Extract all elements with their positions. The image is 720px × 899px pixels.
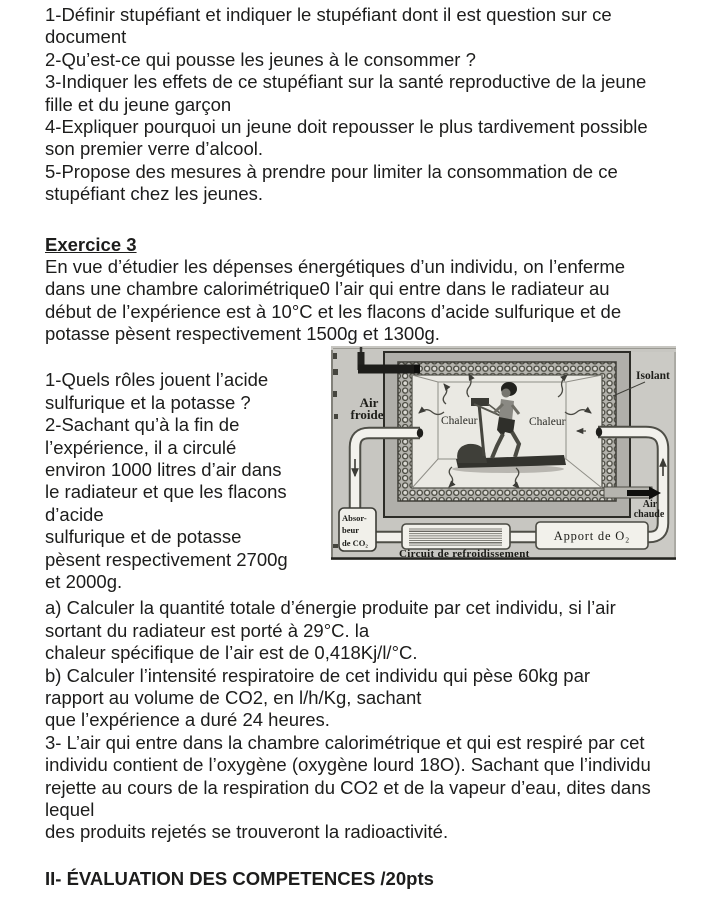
figure-label-absorbeur-2: beur [342, 525, 359, 535]
calorimetric-chamber-figure [331, 346, 677, 561]
calorimetric-chamber-svg [331, 346, 677, 561]
text-line: que l’expérience a duré 24 heures. [45, 709, 330, 731]
text-line: document [45, 26, 127, 48]
text-line: dans une chambre calorimétrique0 l’air qui entre dans le radiateur au [45, 278, 610, 300]
text-line: stupéfiant chez les jeunes. [45, 183, 264, 205]
o2-supply-box [536, 522, 648, 549]
text-line: fille et du jeune garçon [45, 93, 232, 115]
text-line: 5-Propose des mesures à prendre pour limiter la consommation de ce [45, 160, 618, 182]
text-line: 2-Sachant qu’à la fin de [45, 414, 240, 436]
exercise-3-heading [0, 234, 720, 256]
text-line: 3- L’air qui entre dans la chambre calorimétrique et qui est respiré par cet [45, 731, 645, 753]
text-line: et 2000g. [45, 570, 123, 592]
figure-label-air-froide-1: Air [359, 395, 379, 410]
text-line: individu contient de l’oxygène (oxygène lourd 18O). Sachant que l’individu [45, 754, 651, 776]
text-line: début de l’expérience est à 10°C et les flacons d’acide sulfurique et de [45, 300, 622, 322]
exercise-3-heading-text: Exercice 3 [45, 233, 137, 255]
text-line: rejette au cours de la respiration du CO2 et de la vapeur d’eau, dites dans [45, 776, 651, 798]
exercise-3-intro-block [0, 256, 720, 346]
radiator-box [402, 524, 510, 549]
text-line: 1-Quels rôles jouent l’acide [45, 369, 269, 391]
figure-label-absorbeur-3: de CO₂ [342, 538, 368, 548]
figure-label-absorbeur-1: Absor- [342, 513, 367, 523]
text-line: sulfurique et de potasse [45, 526, 242, 548]
text-line: sortant du radiateur est porté à 29°C. la [45, 619, 370, 641]
text-line: rapport au volume de CO2, en l/h/Kg, sachant [45, 686, 422, 708]
intro-question-block [0, 0, 720, 206]
text-line: son premier verre d’alcool. [45, 138, 263, 160]
figure-label-apport-o2: Apport de O₂ [553, 529, 631, 543]
text-line: des produits rejetés se trouveront la radioactivité. [45, 821, 449, 843]
co2-absorber-box [339, 508, 376, 551]
text-line: environ 1000 litres d’air dans [45, 459, 282, 481]
left-column-block [0, 369, 375, 593]
figure-label-chaleur-left: Chaleur [441, 415, 478, 427]
text-line: a) Calculer la quantité totale d’énergie produite par cet individu, si l’air [45, 597, 616, 619]
text-line: sulfurique et la potasse ? [45, 391, 251, 413]
text-line: 4-Expliquer pourquoi un jeune doit repousser le plus tardivement possible [45, 115, 648, 137]
hot-air-outlet [604, 487, 661, 500]
text-line: potasse pèsent respectivement 1500g et 1300g. [45, 323, 440, 345]
text-line: chaleur spécifique de l’air est de 0,418Kj/l/°C. [45, 642, 418, 664]
text-line: pèsent respectivement 2700g [45, 548, 288, 570]
evaluation-heading: II- ÉVALUATION DES COMPETENCES /20pts [45, 867, 434, 889]
text-line: d’acide [45, 503, 104, 525]
text-line: b) Calculer l’intensité respiratoire de cet individu qui pèse 60kg par [45, 664, 591, 686]
figure-label-chaleur-right: Chaleur [529, 416, 566, 428]
figure-label-air-chaude-1: Air [642, 499, 658, 510]
text-line: lequel [45, 798, 95, 820]
figure-label-air-froide-2: froide [350, 407, 384, 422]
text-line: le radiateur et que les flacons [45, 481, 287, 503]
text-line: 1-Définir stupéfiant et indiquer le stupéfiant dont il est question sur ce [45, 4, 612, 25]
figure-label-air-chaude-2: chaude [633, 509, 665, 520]
questions-block [0, 597, 720, 843]
text-line: En vue d’étudier les dépenses énergétiques d’un individu, on l’enferme [45, 255, 626, 277]
text-line: 2-Qu’est-ce qui pousse les jeunes à le consommer ? [45, 48, 476, 70]
text-line: l’expérience, il a circulé [45, 436, 237, 458]
figure-caption: Circuit de refroidissement [399, 548, 530, 560]
text-line: 3-Indiquer les effets de ce stupéfiant sur la santé reproductive de la jeune [45, 71, 647, 93]
figure-label-isolant: Isolant [636, 370, 670, 382]
